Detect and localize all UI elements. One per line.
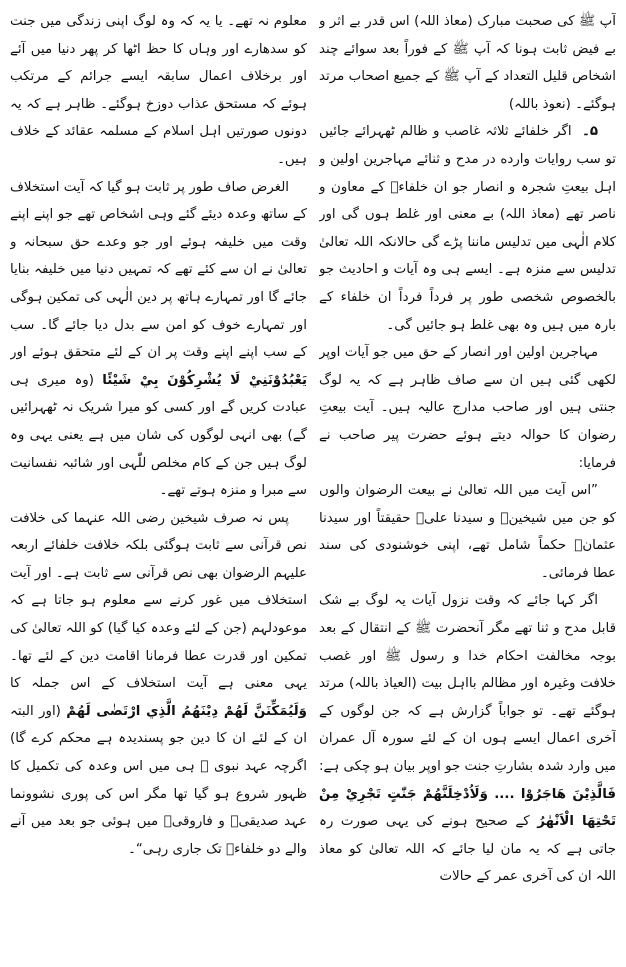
quranic-verse: وَلَيُمَكِّنَنَّ لَهُمْ دِيْنَهُمُ الَّذِي ارْتَضٰى لَهُمْ <box>66 703 307 719</box>
paragraph-text: اگر خلفائے ثلاثہ غاصب و ظالم ٹھہرائے جائیں تو سب روایات وارده در مدح و ثنائے مہاجرین اولین و اہل بیعتِ شجرہ و انصار جو ان خلفاءؓ کے معاون و ناصر تھے (معاذ اللہ) بے معنی اور غلط ہوں گی اور کلام الٰہی میں تدلیس ماننا پڑے گی حالانکہ اللہ تعالیٰ تدلیس سے منزہ ہے۔ ایسے ہی وہ آیات و احادیث جو بالخصوص شخصی طور پر فرداً فرداً ان خلفاء کے بارہ میں ہیں وہ بھی غلط ہو جائیں گی۔ <box>319 124 616 333</box>
quote-paragraph: ”اس آیت میں اللہ تعالیٰ نے بیعت الرضوان والوں کو جن میں شیخینؓ و سیدنا علیؓ حقیقتاً اور سیدنا عثمانؓ حکماً شامل تھے، اپنی خوشنودی کی سند عطا فرمائی۔ <box>319 483 616 581</box>
quranic-verse: يَعْبُدُوْنَنِيْ لَا يُشْرِكُوْنَ بِيْ شَيْئًا <box>102 372 307 388</box>
paragraph-text: کے صحیح ہونے کی یہی صورت رہ جاتی ہے کہ یہ مان لیا جائے کہ اللہ تعالیٰ کو معاذ اللہ ان کی آخری عمر کے حالات <box>319 814 616 885</box>
paragraph-text: (اور البتہ ان کے لئے ان کا دین جو پسندیدہ ہے محکم کرے گا) اگرچہ عہد نبوی ﷺ ہی میں اس وعدہ کی تکمیل کا ظہور شروع ہو گیا تھا مگر اس کی پوری نشوونما عہد صدیقیؓ و فاروقیؓ میں ہوئی جو بعد میں آنے والے دو خلفاءؓ تک جاری رہی“۔ <box>10 703 307 857</box>
paragraph-numbered <box>319 118 616 339</box>
paragraph: معلوم نہ تھے۔ یا یہ کہ وہ لوگ اپنی زندگی میں جنت کو سدھارے اور وہاں کا حظ اٹھا کر پھر دنیا میں آئے اور برخلاف اعمال سابقہ ایسے جرائم کے مرتکب ہوئے کہ مستحق عذاب دوزخ ہوگئے۔ ظاہر ہے کہ یہ دونوں صورتیں اہل اسلام کے مسلمہ عقائد کے خلاف ہیں۔ <box>10 14 307 167</box>
quranic-verse: فَالَّذِيْنَ هَاجَرُوْا .... وَلَاُدْخِلَنَّهُمْ جَنّٰتٍ تَجْرِيْ مِنْ تَحْتِهَا الْاَنْهٰرُ <box>319 786 616 830</box>
paragraph-text: (وہ میری ہی عبادت کریں گے اور کسی کو میرا شریک نہ ٹھہرائیں گے) بھی انہی لوگوں کی شان میں ہے یعنی یہی وہ لوگ ہیں جن کے کام مخلص للّٰہی اور شائبہ نفسانیت سے مبرا و منزہ ہوتے تھے۔ <box>10 372 307 499</box>
paragraph <box>319 587 616 891</box>
left-column <box>10 8 307 961</box>
paragraph <box>10 174 307 505</box>
paragraph: مہاجرین اولین اور انصار کے حق میں جو آیات اوپر لکھی گئی ہیں ان سے صاف ظاہر ہے کہ یہ لوگ جنتی ہیں اور صاحب مدارج عالیہ ہیں۔ آیت بیعتِ رضوان کا حوالہ دیتے ہوئے حضرت پیر صاحب نے فرمایا: <box>319 345 616 471</box>
paragraph-text: الغرض صاف طور پر ثابت ہو گیا کہ آیت استخلاف کے ساتھ وعدہ دیئے گئے وہی اشخاص تھے جو اپنے اپنے وقت میں خلیفہ ہوئے اور جو وعدے حق سبحانہ و تعالیٰ نے ان سے کئے تھے کہ تمہیں دنیا میں خلیفہ بنایا جائے گا اور تمہارے ہاتھ پر دین الٰہی کی تمکین ہوگی اور تمہارے خوف کو امن سے بدل دیا جائے گا۔ سب کے سب اپنے اپنے وقت پر ان کے لئے متحقق ہوئے اور <box>10 179 307 361</box>
paragraph-text: پس نہ صرف شیخین رضی اللہ عنہما کی خلافت نص قرآنی سے ثابت ہوگئی بلکہ خلافت خلفائے اربعہ علیہم الرضوان بھی نص قرآنی سے ثابت ہے۔ اور آیت استخلاف میں غور کرنے سے معلوم ہو جاتا ہے کہ موعودلہم (جن کے لئے وعدہ کیا گیا) کو اللہ تعالیٰ کی تمکین اور قدرت عطا فرمانا اقامت دین کے لئے تھا۔ یہی معنی ہے آیت استخلاف کے اس جملہ کا <box>10 510 307 692</box>
paragraph: آپ ﷺ کی صحبت مبارک (معاذ اللہ) اس قدر بے اثر و بے فیض ثابت ہونا کہ آپ ﷺ کے فوراً بعد سوائے چند اشخاص قلیل التعداد کے آپ ﷺ کے جمیع اصحاب مرتد ہوگئے۔ (نعوذ باللہ) <box>319 14 616 112</box>
paragraph-text: اگر کہا جائے کہ وقت نزول آیات یہ لوگ بے شک قابل مدح و ثنا تھے مگر آنحضرت ﷺ کے انتقال کے بعد بوجہ مخالفت احکام خدا و رسول ﷺ اور غصب خلافت وغیرہ اور مظالم بااہل بیت (العیاذ باللہ) مرتد ہوگئے تھے۔ تو جواباً گزارش ہے کہ جن لوگوں کے آخری اعمال ایسے ہوں ان کے لئے سورہ آل عمران میں وارد شدہ بشارتِ جنت جو اوپر بیان ہو چکی ہے: <box>319 593 616 775</box>
right-column <box>319 8 616 961</box>
paragraph <box>10 505 307 864</box>
list-number: ۵۔ <box>581 124 599 140</box>
